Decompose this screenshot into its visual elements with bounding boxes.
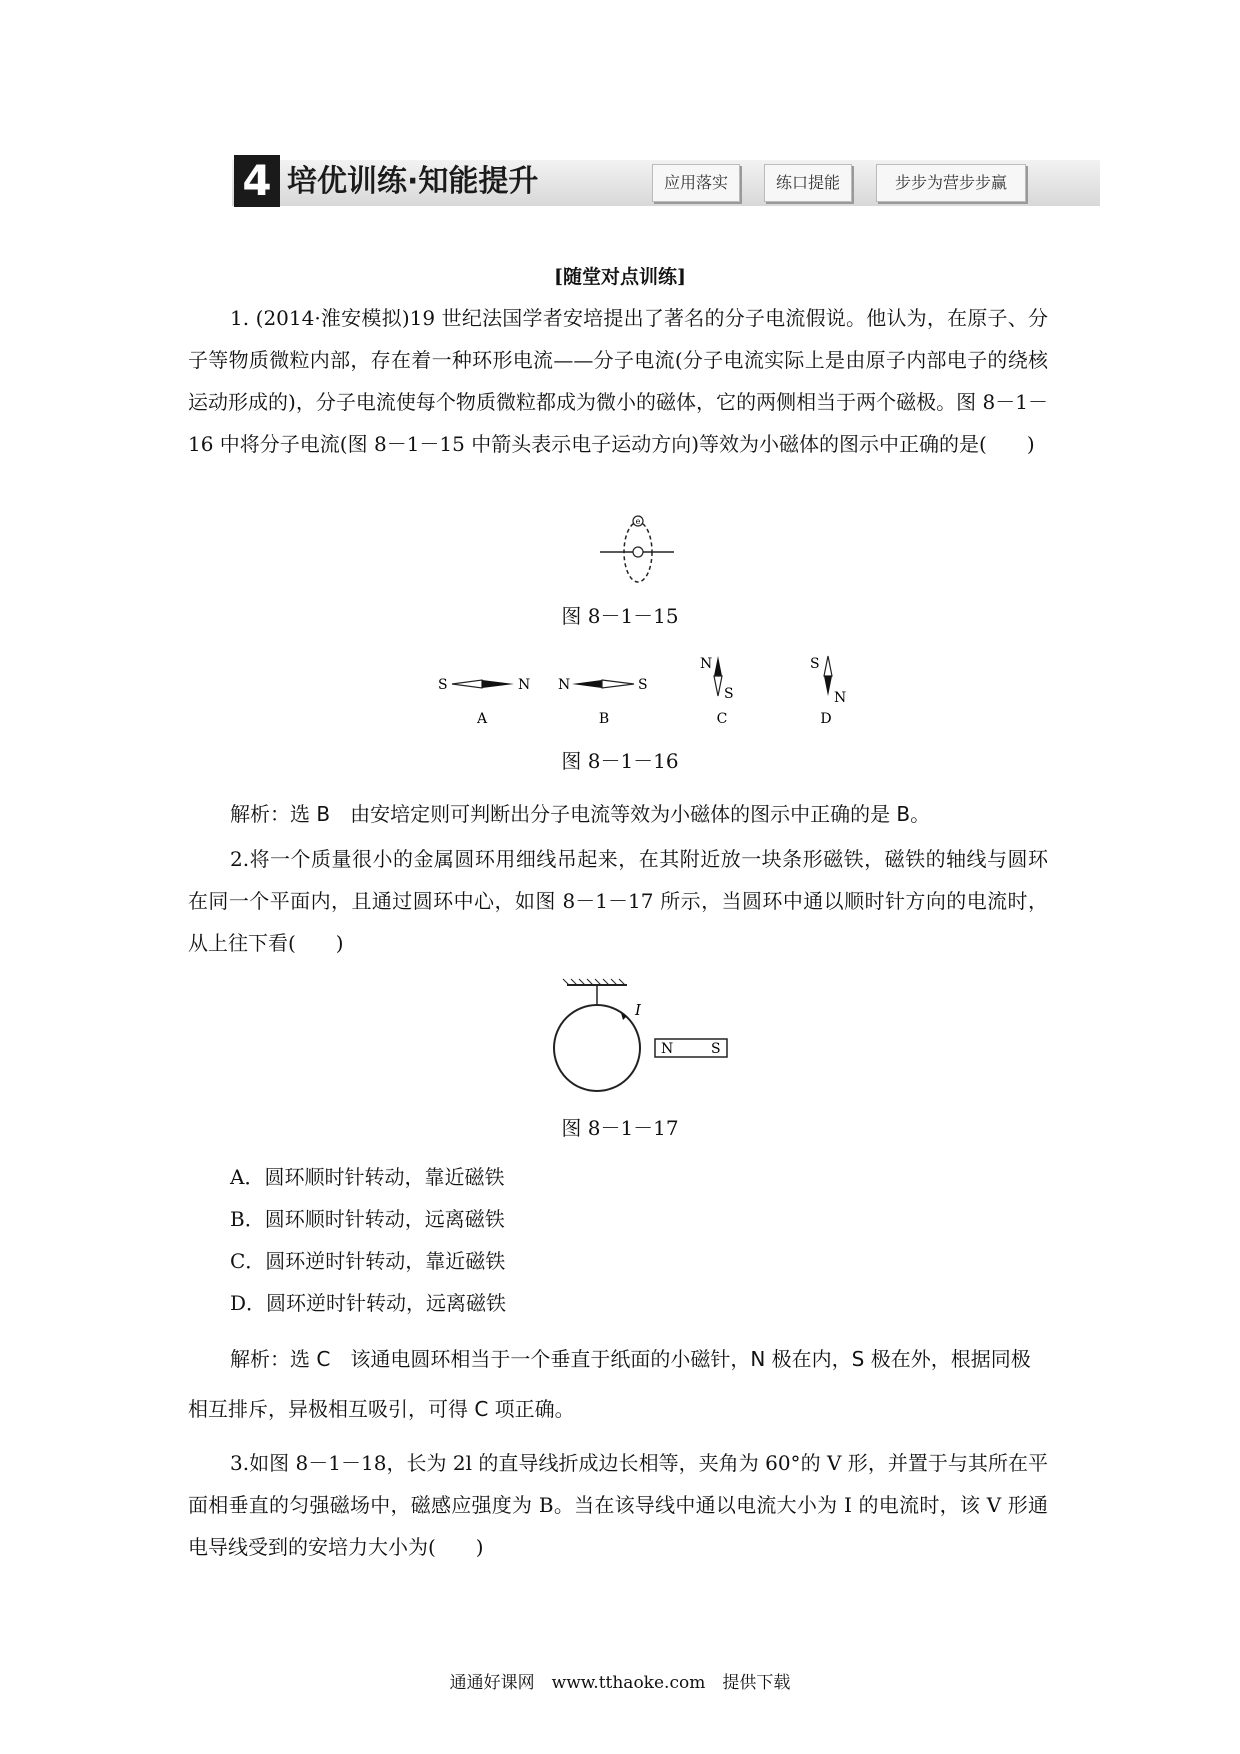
needle-a-left: S [438,677,448,693]
question-2-text: 2.将一个质量很小的金属圆环用细线吊起来，在其附近放一块条形磁铁，磁铁的轴线与圆环在同一个平面内，且通过圆环中心，如图 8－1－17 所示，当圆环中通以顺时针方向的电流时，从上往下看( ) [188,847,1048,955]
question-1-text: 1. (2014·淮安模拟)19 世纪法国学者安培提出了著名的分子电流假说。他认为，在原子、分子等物质微粒内部，存在着一种环形电流——分子电流(分子电流实际上是由原子内部电子的绕核运动形成的)，分子电流使每个物质微粒都成为微小的磁体，它的两侧相当于两个磁极。图 8－1－16 中将分子电流(图 8－1－15 中箭头表示电子运动方向)等效为小磁体的图示中正确的是( ) [188,306,1048,456]
needle-c-bottom: S [724,686,734,702]
needle-b-left: N [558,677,571,693]
option-c-letter: C [716,711,728,727]
q2-option-b: B．圆环顺时针转动，远离磁铁 [230,1207,505,1231]
figure-8-1-16-caption: 图 8－1－16 [561,749,679,773]
magnet-s-label: S [711,1041,721,1057]
figure-8-1-15-caption: 图 8－1－15 [561,604,679,628]
tag-apply: 应用落实 [652,164,740,202]
question-1-analysis: 解析：选 B 由安培定则可判断出分子电流等效为小磁体的图示中正确的是 B。 [230,802,931,826]
question-3-text: 3.如图 8－1－18，长为 2l 的直导线折成边长相等，夹角为 60°的 V 形，并置于与其所在平面相垂直的匀强磁场中，磁感应强度为 B。当在该导线中通以电流大小为 I 的电流时，该 V 形通电导线受到的安培力大小为( ) [188,1451,1048,1559]
figure-8-1-15 [598,512,678,588]
option-b-letter: B [598,711,610,727]
current-label: I [635,1001,641,1019]
needle-c-top: N [700,656,713,672]
q2-option-d: D．圆环逆时针转动，远离磁铁 [230,1291,507,1315]
question-2-analysis: 解析：选 C 该通电圆环相当于一个垂直于纸面的小磁针，N 极在内，S 极在外，根据同极相互排斥，异极相互吸引，可得 C 项正确。 [188,1347,1031,1421]
banner-title: 培优训练·知能提升 [287,164,539,199]
needle-d-top: S [810,656,820,672]
tag-step: 步步为营步步赢 [876,164,1026,202]
q2-option-a: A．圆环顺时针转动，靠近磁铁 [230,1165,505,1189]
figure-8-1-17 [545,975,735,1105]
tag-practice: 练口提能 [764,164,852,202]
option-a-letter: A [476,711,488,727]
electron-label: e [635,517,641,526]
q2-option-c: C．圆环逆时针转动，靠近磁铁 [230,1249,506,1273]
figure-8-1-16 [430,650,850,730]
magnet-n-label: N [661,1041,674,1057]
needle-a-right: N [518,677,531,693]
section-heading: [随堂对点训练] [554,266,686,288]
needle-b-right: S [638,677,648,693]
figure-8-1-17-caption: 图 8－1－17 [561,1116,679,1140]
section-number-badge: 4 [234,155,280,207]
needle-d-bottom: N [834,690,847,706]
footer: 通通好课网 www.tthaoke.com 提供下载 [449,1673,791,1693]
option-d-letter: D [820,711,832,727]
